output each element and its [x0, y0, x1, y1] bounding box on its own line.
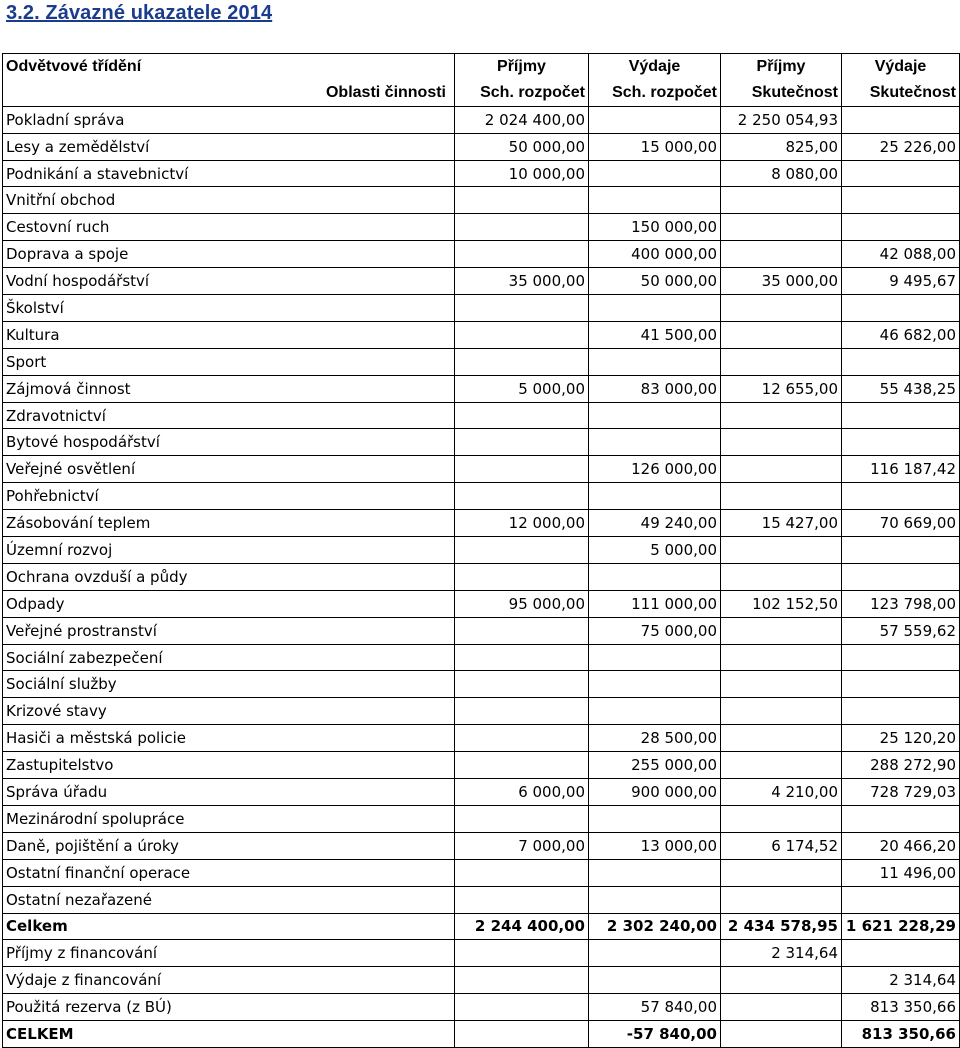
actual-income-cell	[721, 429, 842, 456]
table-row	[3, 510, 960, 537]
actual-income-cell: 8 080,00	[721, 160, 842, 187]
budget-income-cell: 10 000,00	[455, 160, 589, 187]
header-sector-classification: Odvětvové třídění	[3, 54, 455, 80]
actual-expense-cell	[842, 483, 960, 510]
budget-income-cell: 7 000,00	[455, 832, 589, 859]
table-row	[3, 456, 960, 483]
budget-income-cell	[455, 1021, 589, 1048]
row-name: Zastupitelstvo	[3, 752, 455, 779]
row-name: Pokladní správa	[3, 106, 455, 133]
row-name: Vnitřní obchod	[3, 187, 455, 214]
row-name: Celkem	[3, 913, 455, 940]
actual-expense-cell	[842, 537, 960, 564]
budget-expense-cell	[589, 940, 721, 967]
table-row	[3, 429, 960, 456]
budget-expense-cell	[589, 859, 721, 886]
row-name: CELKEM	[3, 1021, 455, 1048]
row-name: Použitá rezerva (z BÚ)	[3, 994, 455, 1021]
table-row	[3, 859, 960, 886]
actual-income-cell	[721, 321, 842, 348]
actual-income-cell: 35 000,00	[721, 268, 842, 295]
table-row	[3, 832, 960, 859]
actual-expense-cell	[842, 295, 960, 322]
budget-expense-cell	[589, 644, 721, 671]
budget-expense-cell	[589, 671, 721, 698]
actual-income-cell	[721, 617, 842, 644]
actual-income-cell	[721, 886, 842, 913]
actual-expense-cell: 2 314,64	[842, 967, 960, 994]
table-row	[3, 940, 960, 967]
table-row	[3, 160, 960, 187]
budget-expense-cell	[589, 106, 721, 133]
budget-expense-cell: -57 840,00	[589, 1021, 721, 1048]
table-row	[3, 268, 960, 295]
budget-expense-cell: 111 000,00	[589, 590, 721, 617]
actual-expense-cell	[842, 644, 960, 671]
indicators-table	[2, 53, 960, 1048]
row-name: Cestovní ruch	[3, 214, 455, 241]
row-name: Pohřebnictví	[3, 483, 455, 510]
actual-expense-cell: 116 187,42	[842, 456, 960, 483]
budget-income-cell: 95 000,00	[455, 590, 589, 617]
budget-income-cell	[455, 967, 589, 994]
actual-expense-cell	[842, 214, 960, 241]
table-row	[3, 241, 960, 268]
actual-income-cell	[721, 402, 842, 429]
budget-income-cell: 2 024 400,00	[455, 106, 589, 133]
actual-income-cell	[721, 994, 842, 1021]
budget-expense-cell: 2 302 240,00	[589, 913, 721, 940]
budget-income-cell: 35 000,00	[455, 268, 589, 295]
budget-income-cell	[455, 644, 589, 671]
row-name: Zásobování teplem	[3, 510, 455, 537]
table-row	[3, 295, 960, 322]
table-row	[3, 617, 960, 644]
actual-expense-cell	[842, 106, 960, 133]
table-row	[3, 375, 960, 402]
row-name: Školství	[3, 295, 455, 322]
actual-income-cell	[721, 859, 842, 886]
actual-income-cell	[721, 214, 842, 241]
table-row	[3, 913, 960, 940]
budget-expense-cell	[589, 483, 721, 510]
budget-expense-cell	[589, 967, 721, 994]
actual-expense-cell	[842, 698, 960, 725]
header-income-actual-label: Příjmy	[721, 54, 842, 80]
row-name: Příjmy z financování	[3, 940, 455, 967]
budget-income-cell	[455, 698, 589, 725]
actual-income-cell	[721, 295, 842, 322]
actual-income-cell	[721, 483, 842, 510]
actual-income-cell: 2 314,64	[721, 940, 842, 967]
row-name: Ochrana ovzduší a půdy	[3, 563, 455, 590]
budget-expense-cell: 57 840,00	[589, 994, 721, 1021]
table-row	[3, 886, 960, 913]
actual-expense-cell: 813 350,66	[842, 994, 960, 1021]
actual-expense-cell	[842, 671, 960, 698]
table-row	[3, 483, 960, 510]
budget-income-cell	[455, 187, 589, 214]
budget-income-cell	[455, 214, 589, 241]
header-actual-expense: Skutečnost	[842, 80, 960, 106]
table-row	[3, 563, 960, 590]
row-name: Veřejné osvětlení	[3, 456, 455, 483]
row-name: Sociální zabezpečení	[3, 644, 455, 671]
header-expense-actual-label: Výdaje	[842, 54, 960, 80]
actual-income-cell	[721, 348, 842, 375]
actual-expense-cell	[842, 429, 960, 456]
row-name: Lesy a zemědělství	[3, 133, 455, 160]
budget-expense-cell: 5 000,00	[589, 537, 721, 564]
budget-income-cell	[455, 402, 589, 429]
budget-income-cell	[455, 429, 589, 456]
budget-expense-cell	[589, 886, 721, 913]
budget-expense-cell: 255 000,00	[589, 752, 721, 779]
budget-income-cell	[455, 805, 589, 832]
actual-income-cell: 15 427,00	[721, 510, 842, 537]
budget-income-cell	[455, 295, 589, 322]
actual-income-cell: 4 210,00	[721, 779, 842, 806]
header-actual-income: Skutečnost	[721, 80, 842, 106]
budget-expense-cell: 126 000,00	[589, 456, 721, 483]
header-activity-areas: Oblasti činnosti	[3, 80, 455, 106]
budget-income-cell	[455, 752, 589, 779]
budget-income-cell: 2 244 400,00	[455, 913, 589, 940]
actual-expense-cell: 42 088,00	[842, 241, 960, 268]
actual-expense-cell: 46 682,00	[842, 321, 960, 348]
row-name: Sport	[3, 348, 455, 375]
budget-expense-cell	[589, 563, 721, 590]
budget-income-cell	[455, 859, 589, 886]
budget-expense-cell	[589, 295, 721, 322]
budget-expense-cell: 400 000,00	[589, 241, 721, 268]
actual-expense-cell: 25 226,00	[842, 133, 960, 160]
header-expense-label: Výdaje	[589, 54, 721, 80]
row-name: Bytové hospodářství	[3, 429, 455, 456]
actual-income-cell	[721, 805, 842, 832]
actual-expense-cell: 1 621 228,29	[842, 913, 960, 940]
row-name: Doprava a spoje	[3, 241, 455, 268]
budget-expense-cell: 49 240,00	[589, 510, 721, 537]
table-row	[3, 348, 960, 375]
row-name: Sociální služby	[3, 671, 455, 698]
budget-expense-cell: 900 000,00	[589, 779, 721, 806]
table-row	[3, 321, 960, 348]
actual-income-cell: 12 655,00	[721, 375, 842, 402]
table-row	[3, 644, 960, 671]
page-title: 3.2. Závazné ukazatele 2014	[6, 2, 273, 24]
actual-expense-cell	[842, 160, 960, 187]
actual-income-cell: 825,00	[721, 133, 842, 160]
actual-expense-cell: 288 272,90	[842, 752, 960, 779]
actual-expense-cell	[842, 348, 960, 375]
table-row	[3, 133, 960, 160]
actual-income-cell: 6 174,52	[721, 832, 842, 859]
actual-income-cell	[721, 698, 842, 725]
row-name: Podnikání a stavebnictví	[3, 160, 455, 187]
table-row	[3, 106, 960, 133]
budget-expense-cell: 15 000,00	[589, 133, 721, 160]
table-row	[3, 187, 960, 214]
budget-income-cell	[455, 456, 589, 483]
actual-expense-cell: 20 466,20	[842, 832, 960, 859]
table-row	[3, 752, 960, 779]
actual-income-cell	[721, 967, 842, 994]
budget-expense-cell: 50 000,00	[589, 268, 721, 295]
actual-income-cell	[721, 1021, 842, 1048]
actual-income-cell: 2 250 054,93	[721, 106, 842, 133]
actual-income-cell	[721, 671, 842, 698]
actual-income-cell: 102 152,50	[721, 590, 842, 617]
row-name: Ostatní nezařazené	[3, 886, 455, 913]
budget-income-cell: 6 000,00	[455, 779, 589, 806]
budget-expense-cell: 150 000,00	[589, 214, 721, 241]
row-name: Zájmová činnost	[3, 375, 455, 402]
table-row	[3, 671, 960, 698]
actual-expense-cell: 55 438,25	[842, 375, 960, 402]
actual-income-cell	[721, 456, 842, 483]
budget-income-cell	[455, 537, 589, 564]
header-income-label: Příjmy	[455, 54, 589, 80]
budget-expense-cell	[589, 187, 721, 214]
budget-income-cell	[455, 241, 589, 268]
budget-income-cell	[455, 563, 589, 590]
row-name: Hasiči a městská policie	[3, 725, 455, 752]
budget-expense-cell	[589, 160, 721, 187]
row-name: Veřejné prostranství	[3, 617, 455, 644]
actual-expense-cell	[842, 563, 960, 590]
budget-income-cell: 5 000,00	[455, 375, 589, 402]
actual-expense-cell: 728 729,03	[842, 779, 960, 806]
budget-income-cell	[455, 671, 589, 698]
row-name: Zdravotnictví	[3, 402, 455, 429]
budget-income-cell	[455, 483, 589, 510]
row-name: Mezinárodní spolupráce	[3, 805, 455, 832]
budget-expense-cell: 13 000,00	[589, 832, 721, 859]
row-name: Územní rozvoj	[3, 537, 455, 564]
row-name: Vodní hospodářství	[3, 268, 455, 295]
budget-expense-cell	[589, 698, 721, 725]
budget-expense-cell	[589, 348, 721, 375]
row-name: Kultura	[3, 321, 455, 348]
row-name: Výdaje z financování	[3, 967, 455, 994]
actual-expense-cell: 11 496,00	[842, 859, 960, 886]
budget-expense-cell: 41 500,00	[589, 321, 721, 348]
table-row	[3, 402, 960, 429]
budget-income-cell: 12 000,00	[455, 510, 589, 537]
header-budget-income: Sch. rozpočet	[455, 80, 589, 106]
table-row	[3, 994, 960, 1021]
actual-expense-cell	[842, 187, 960, 214]
actual-income-cell	[721, 563, 842, 590]
budget-income-cell	[455, 725, 589, 752]
budget-expense-cell	[589, 805, 721, 832]
budget-expense-cell: 28 500,00	[589, 725, 721, 752]
actual-expense-cell: 57 559,62	[842, 617, 960, 644]
row-name: Správa úřadu	[3, 779, 455, 806]
budget-income-cell: 50 000,00	[455, 133, 589, 160]
actual-income-cell	[721, 752, 842, 779]
actual-expense-cell	[842, 402, 960, 429]
table-row	[3, 537, 960, 564]
actual-expense-cell: 813 350,66	[842, 1021, 960, 1048]
actual-income-cell	[721, 725, 842, 752]
budget-income-cell	[455, 940, 589, 967]
budget-income-cell	[455, 348, 589, 375]
budget-expense-cell: 75 000,00	[589, 617, 721, 644]
table-row	[3, 805, 960, 832]
budget-income-cell	[455, 321, 589, 348]
header-row-1	[3, 54, 960, 80]
budget-income-cell	[455, 617, 589, 644]
budget-expense-cell	[589, 429, 721, 456]
actual-income-cell	[721, 644, 842, 671]
actual-expense-cell	[842, 886, 960, 913]
table-row	[3, 590, 960, 617]
table-row	[3, 779, 960, 806]
actual-expense-cell	[842, 940, 960, 967]
row-name: Daně, pojištění a úroky	[3, 832, 455, 859]
actual-income-cell	[721, 537, 842, 564]
table-row	[3, 1021, 960, 1048]
row-name: Krizové stavy	[3, 698, 455, 725]
actual-income-cell: 2 434 578,95	[721, 913, 842, 940]
table-row	[3, 725, 960, 752]
actual-income-cell	[721, 187, 842, 214]
row-name: Odpady	[3, 590, 455, 617]
actual-income-cell	[721, 241, 842, 268]
table-row	[3, 214, 960, 241]
row-name: Ostatní finanční operace	[3, 859, 455, 886]
header-budget-expense: Sch. rozpočet	[589, 80, 721, 106]
budget-income-cell	[455, 886, 589, 913]
header-row-2	[3, 80, 960, 106]
actual-expense-cell: 123 798,00	[842, 590, 960, 617]
actual-expense-cell: 70 669,00	[842, 510, 960, 537]
budget-expense-cell	[589, 402, 721, 429]
actual-expense-cell: 25 120,20	[842, 725, 960, 752]
table-row	[3, 698, 960, 725]
budget-income-cell	[455, 994, 589, 1021]
actual-expense-cell	[842, 805, 960, 832]
table-row	[3, 967, 960, 994]
budget-expense-cell: 83 000,00	[589, 375, 721, 402]
actual-expense-cell: 9 495,67	[842, 268, 960, 295]
